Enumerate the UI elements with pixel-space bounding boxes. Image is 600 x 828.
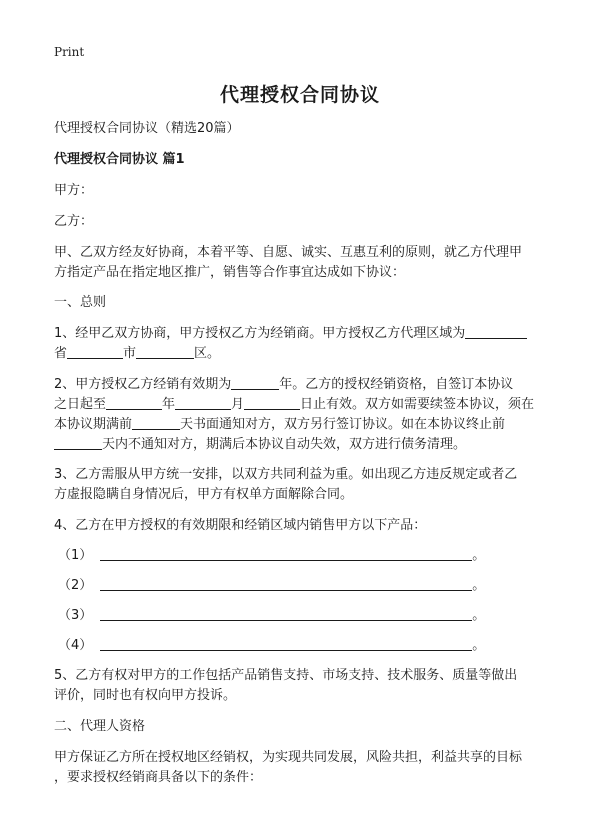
- product-item: [58, 636, 554, 656]
- product-item-period: 。: [472, 548, 486, 563]
- district-label: 区。: [194, 346, 221, 361]
- clause-1-line-2: [54, 344, 550, 364]
- province-label: 省: [54, 346, 68, 361]
- product-item-blank: [100, 576, 472, 591]
- clause-2-text-c2: 天书面通知对方，双方另行签订协议。如在本协议终止前: [180, 417, 506, 432]
- clause-1-line-1: [54, 324, 550, 344]
- month-label: 月: [231, 397, 245, 412]
- province-blank: [67, 344, 123, 359]
- product-item-period: 。: [472, 608, 486, 623]
- clause-4-intro: 4、乙方在甲方授权的有效期限和经销区域内销售甲方以下产品：: [54, 518, 427, 533]
- product-item: [58, 546, 554, 566]
- agent-line-2: ，要求授权经销商具备以下的条件：: [54, 770, 263, 785]
- clause-2-text-b1: 之日起至: [54, 397, 107, 412]
- product-item-number: （3）: [58, 608, 93, 623]
- product-item: [58, 606, 554, 626]
- end-year-blank: [106, 395, 162, 410]
- page-title: 代理授权合同协议: [219, 84, 380, 106]
- subtitle: 代理授权合同协议（精选20篇）: [54, 121, 240, 136]
- clause-1-text: 1、经甲乙双方协商，甲方授权乙方为经销商。甲方授权乙方代理区域为: [54, 326, 466, 341]
- clause-2-line-3: [54, 415, 550, 435]
- intro-line-1: 甲、乙双方经友好协商，本着平等、自愿、诚实、互惠互利的原则，就乙方代理甲: [54, 245, 523, 260]
- agent-heading: 二、代理人资格: [54, 719, 146, 734]
- clause-2-text-c1: 本协议期满前: [54, 417, 133, 432]
- general-heading: 一、总则: [54, 295, 107, 310]
- product-item-period: 。: [472, 578, 486, 593]
- clause-3-line-2: 方虚报隐瞒自身情况后，甲方有权单方面解除合同。: [54, 487, 354, 502]
- party-a-label: 甲方：: [54, 183, 94, 198]
- product-item-number: （2）: [58, 578, 93, 593]
- clause-2-text-a2: 年。乙方的授权经销资格，自签订本协议: [279, 377, 514, 392]
- print-link[interactable]: Print: [54, 45, 85, 59]
- termination-days-blank: [54, 435, 102, 450]
- section-title: 代理授权合同协议 篇1: [54, 152, 185, 167]
- product-item-blank: [100, 546, 472, 561]
- product-item: [58, 576, 554, 596]
- clause-3-line-1: 3、乙方需服从甲方统一安排，以双方共同利益为重。如出现乙方违反规定或者乙: [54, 467, 518, 482]
- validity-years-blank: [231, 375, 279, 390]
- party-b-label: 乙方：: [54, 214, 94, 229]
- clause-2-text-a1: 2、甲方授权乙方经销有效期为: [54, 377, 232, 392]
- city-blank: [136, 344, 194, 359]
- product-item-blank: [100, 606, 472, 621]
- end-month-blank: [175, 395, 231, 410]
- product-item-period: 。: [472, 638, 486, 653]
- product-item-number: （1）: [58, 548, 93, 563]
- product-item-blank: [100, 636, 472, 651]
- clause-5-line-2: 评价，同时也有权向甲方投诉。: [54, 688, 237, 703]
- clause-5-line-1: 5、乙方有权对甲方的工作包括产品销售支持、市场支持、技术服务、质量等做出: [54, 668, 518, 683]
- intro-line-2: 方指定产品在指定地区推广，销售等合作事宜达成如下协议：: [54, 265, 406, 280]
- region-blank: [465, 324, 527, 339]
- city-label: 市: [123, 346, 137, 361]
- clause-2-line-1: [54, 375, 550, 395]
- clause-2-line-4: [54, 435, 550, 455]
- year-label: 年: [162, 397, 176, 412]
- clause-2-text-b4: 日止有效。双方如需要续签本协议，须在: [300, 397, 535, 412]
- product-item-number: （4）: [58, 638, 93, 653]
- notice-days-blank: [132, 415, 180, 430]
- agent-line-1: 甲方保证乙方所在授权地区经销权，为实现共同发展，风险共担，利益共享的目标: [54, 750, 523, 765]
- clause-2-line-2: [54, 395, 550, 415]
- end-day-blank: [244, 395, 300, 410]
- clause-2-text-d: 天内不通知对方，期满后本协议自动失效，双方进行债务清理。: [102, 437, 467, 452]
